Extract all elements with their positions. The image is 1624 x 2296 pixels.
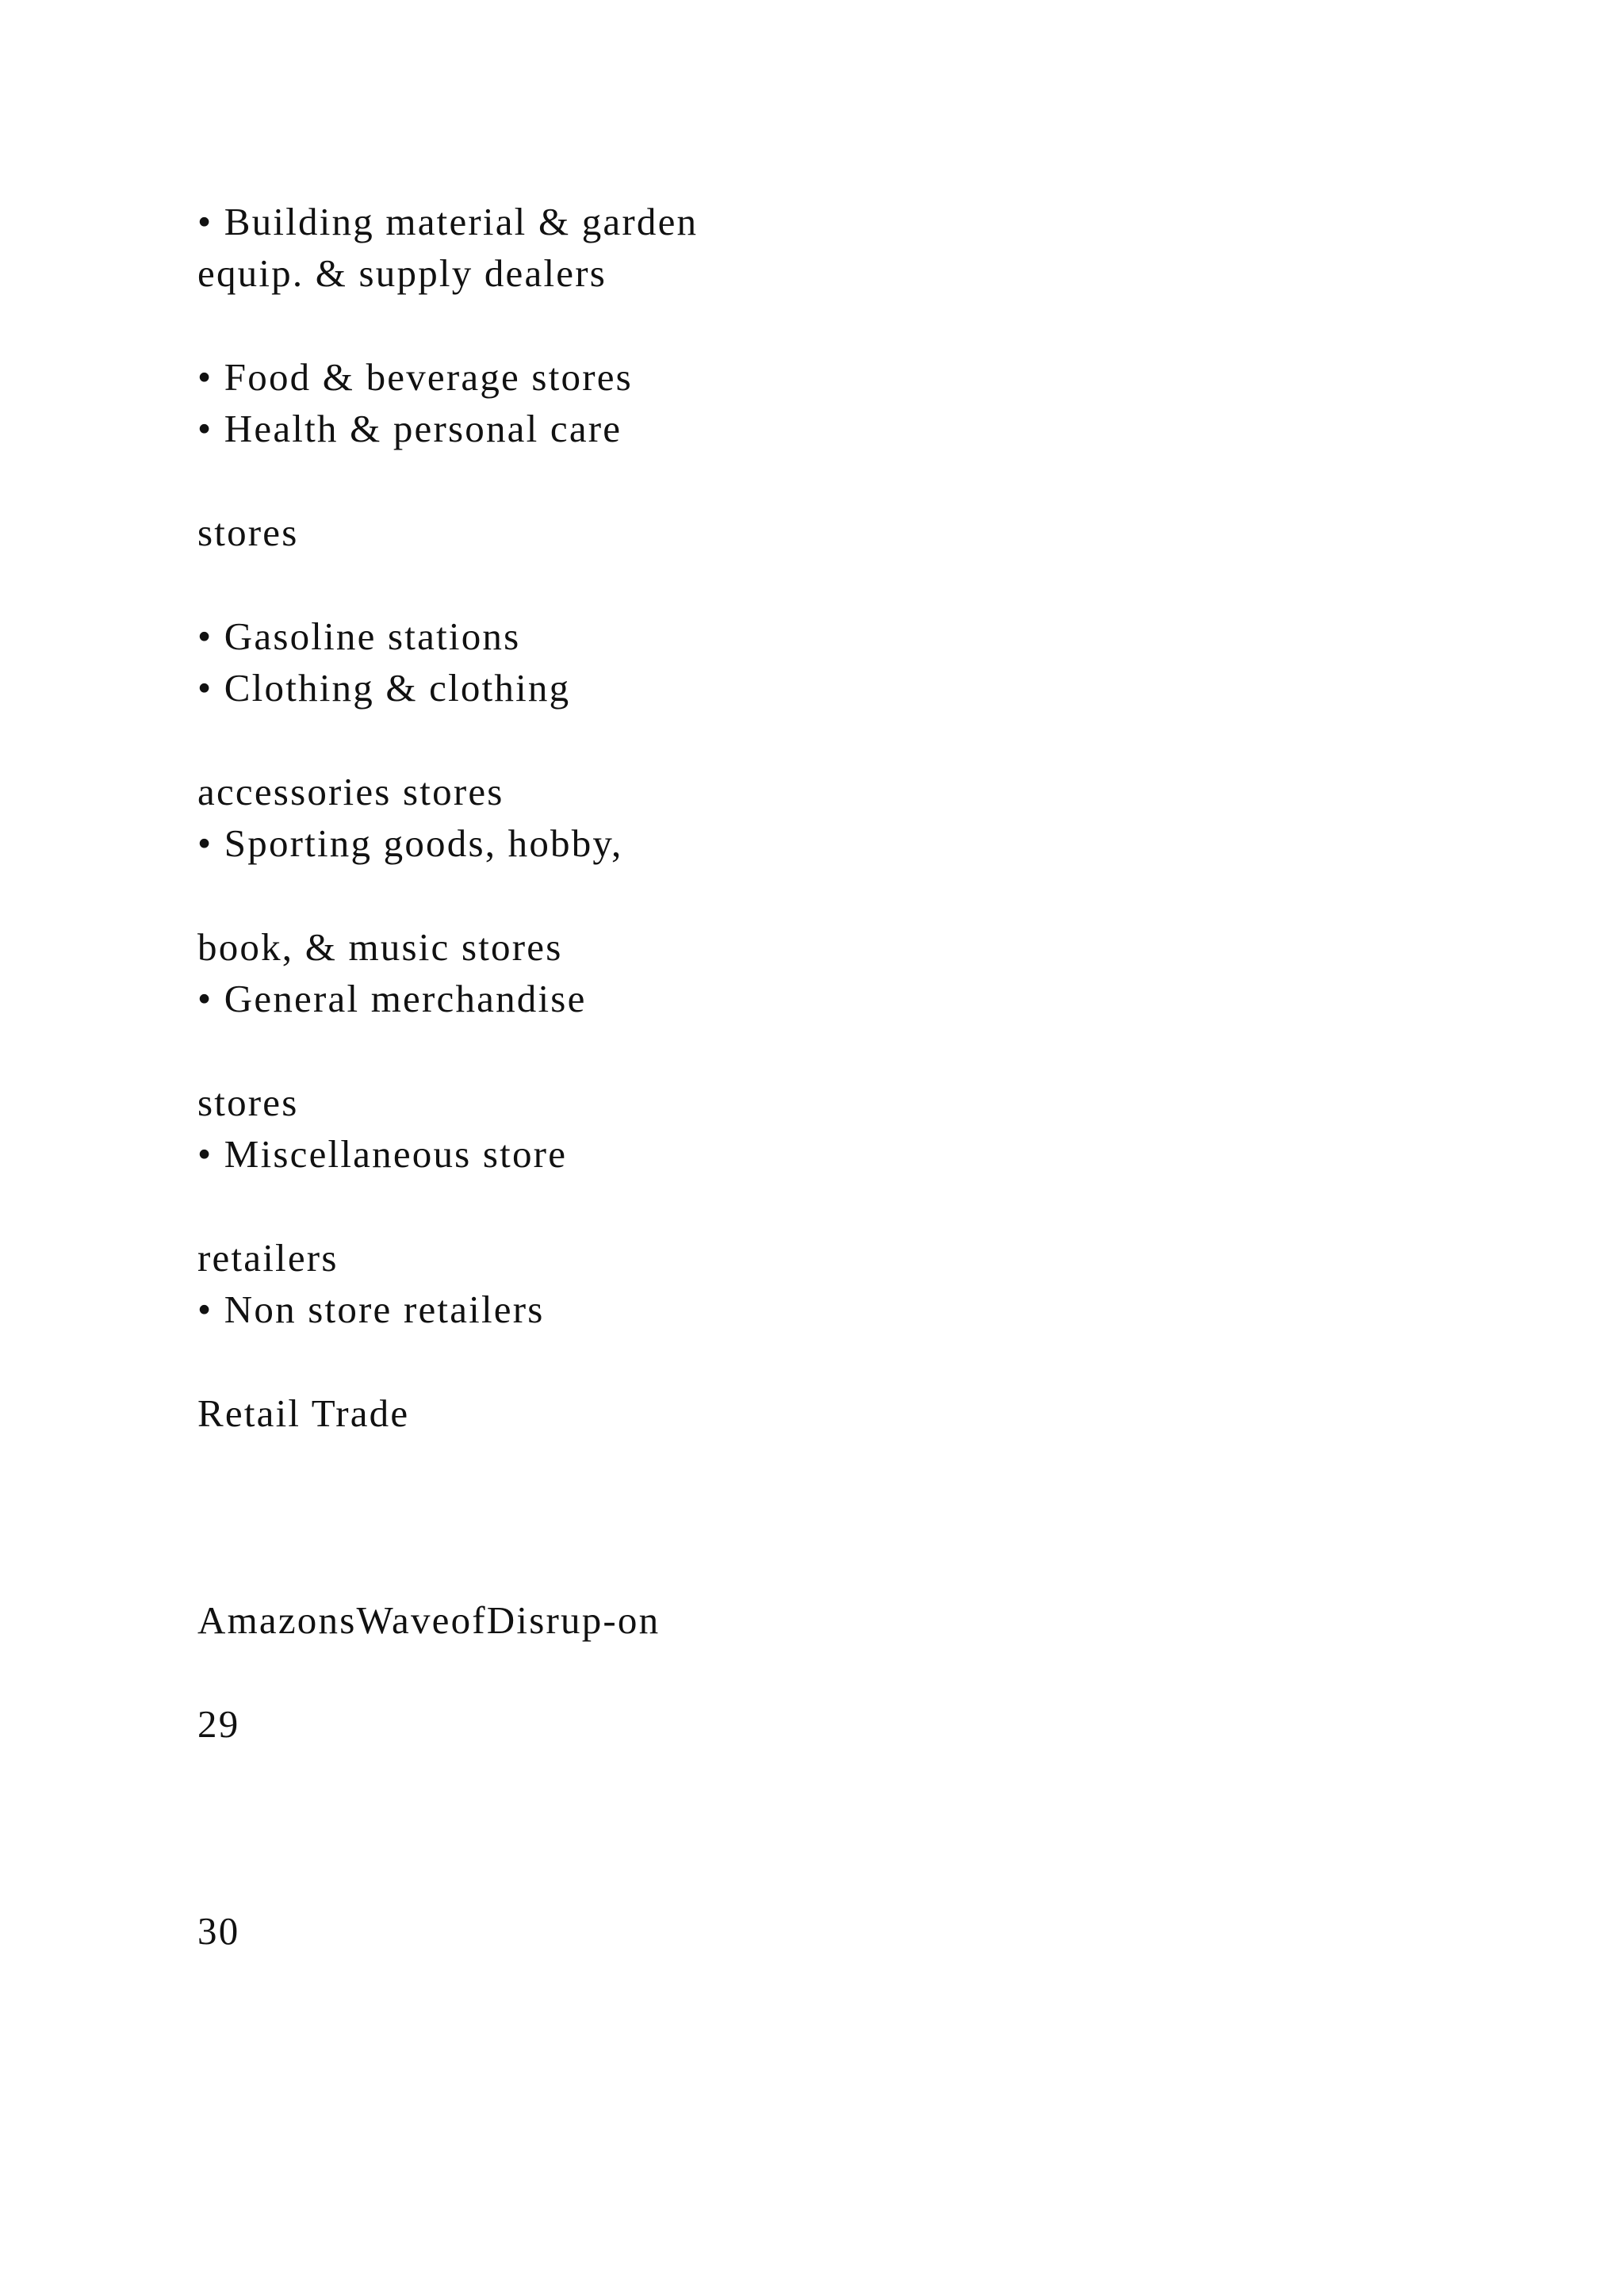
list-item: • Miscellaneous store bbox=[197, 1132, 568, 1176]
list-item-continuation: book, & music stores bbox=[197, 925, 563, 969]
list-item: • Building material & garden bbox=[197, 200, 699, 243]
list-item-continuation: accessories stores bbox=[197, 770, 504, 813]
list-item: • Non store retailers bbox=[197, 1288, 545, 1331]
footer-source-text: AmazonsWaveofDisrup-on bbox=[197, 1598, 661, 1642]
list-item-continuation: equip. & supply dealers bbox=[197, 251, 607, 295]
page-number: 30 bbox=[197, 1909, 240, 1953]
page-number: 29 bbox=[197, 1702, 240, 1746]
list-item: • Sporting goods, hobby, bbox=[197, 821, 623, 865]
list-item: • Health & personal care bbox=[197, 407, 622, 450]
list-item: • General merchandise bbox=[197, 977, 587, 1020]
list-item: • Gasoline stations bbox=[197, 614, 521, 658]
list-item-continuation: retailers bbox=[197, 1236, 339, 1280]
list-item: • Clothing & clothing bbox=[197, 666, 571, 710]
list-item-continuation: stores bbox=[197, 511, 299, 554]
section-heading: Retail Trade bbox=[197, 1391, 410, 1435]
list-item-continuation: stores bbox=[197, 1081, 299, 1124]
list-item: • Food & beverage stores bbox=[197, 355, 633, 399]
